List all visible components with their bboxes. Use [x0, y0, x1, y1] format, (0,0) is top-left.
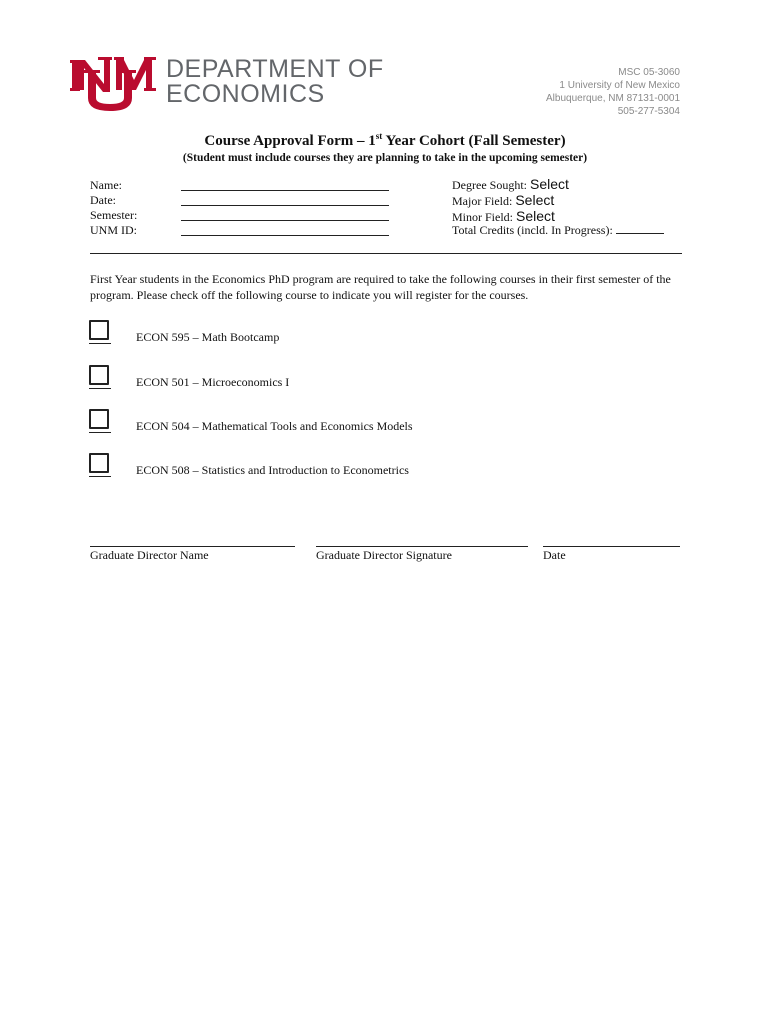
minor-field-select[interactable]: Select: [516, 208, 555, 224]
department-line-1: DEPARTMENT OF: [166, 55, 384, 83]
course-checkbox[interactable]: [89, 453, 109, 473]
address-line: 1 University of New Mexico: [559, 80, 680, 91]
name-label: Name:: [90, 178, 122, 192]
director-name-field[interactable]: [90, 546, 295, 547]
total-credits-row: [452, 223, 664, 238]
total-credits-field[interactable]: [616, 224, 664, 234]
address-line: 505-277-5304: [617, 106, 680, 117]
date-signature-field[interactable]: [543, 546, 680, 547]
course-label: ECON 508 – Statistics and Introduction to Econometrics: [136, 463, 409, 477]
degree-sought-select[interactable]: Select: [529, 176, 569, 192]
director-signature-label: Graduate Director Signature: [316, 548, 452, 562]
unm-id-field[interactable]: [181, 235, 389, 236]
section-divider: [90, 253, 682, 254]
name-field[interactable]: [181, 190, 389, 191]
semester-label: Semester:: [90, 208, 138, 222]
checkbox-underline: [89, 388, 111, 389]
major-field-label: Major Field:: [452, 194, 513, 208]
department-name: [166, 57, 384, 107]
course-label: ECON 595 – Math Bootcamp: [136, 330, 280, 344]
form-title: [0, 131, 770, 150]
unm-logo: [68, 54, 158, 112]
department-line-2: ECONOMICS: [166, 80, 325, 108]
instructions-text: First Year students in the Economics PhD program are required to take the following courses in their first semester of the program. Please check off the following course to indicate you will register for the courses.: [90, 272, 671, 302]
course-checkbox[interactable]: [89, 409, 109, 429]
title-text: Course Approval Form – 1: [204, 133, 376, 149]
unm-id-label: UNM ID:: [90, 223, 137, 237]
course-label: ECON 504 – Mathematical Tools and Economics Models: [136, 419, 413, 433]
semester-field[interactable]: [181, 220, 389, 221]
form-subtitle: (Student must include courses they are planning to take in the upcoming semester): [182, 152, 588, 164]
director-signature-field[interactable]: [316, 546, 528, 547]
title-superscript: st: [375, 131, 383, 141]
director-name-label: Graduate Director Name: [90, 548, 209, 562]
total-credits-label: Total Credits (incld. In Progress):: [452, 223, 613, 237]
address-line: MSC 05-3060: [618, 67, 680, 78]
course-checkbox[interactable]: [89, 320, 109, 340]
address-block: [546, 66, 680, 118]
course-checkbox[interactable]: [89, 365, 109, 385]
date-signature-label: Date: [543, 548, 566, 562]
checkbox-underline: [89, 432, 111, 433]
date-field[interactable]: [181, 205, 389, 206]
checkbox-underline: [89, 476, 111, 477]
degree-sought-label: Degree Sought:: [452, 178, 527, 192]
date-label: Date:: [90, 193, 116, 207]
major-field-row: [452, 192, 554, 209]
degree-sought-row: [452, 176, 569, 193]
course-label: ECON 501 – Microeconomics I: [136, 375, 290, 389]
checkbox-underline: [89, 343, 111, 344]
title-text-end: Year Cohort (Fall Semester): [382, 133, 566, 149]
major-field-select[interactable]: Select: [515, 192, 555, 208]
minor-field-label: Minor Field:: [452, 210, 514, 224]
address-line: Albuquerque, NM 87131-0001: [546, 93, 680, 104]
